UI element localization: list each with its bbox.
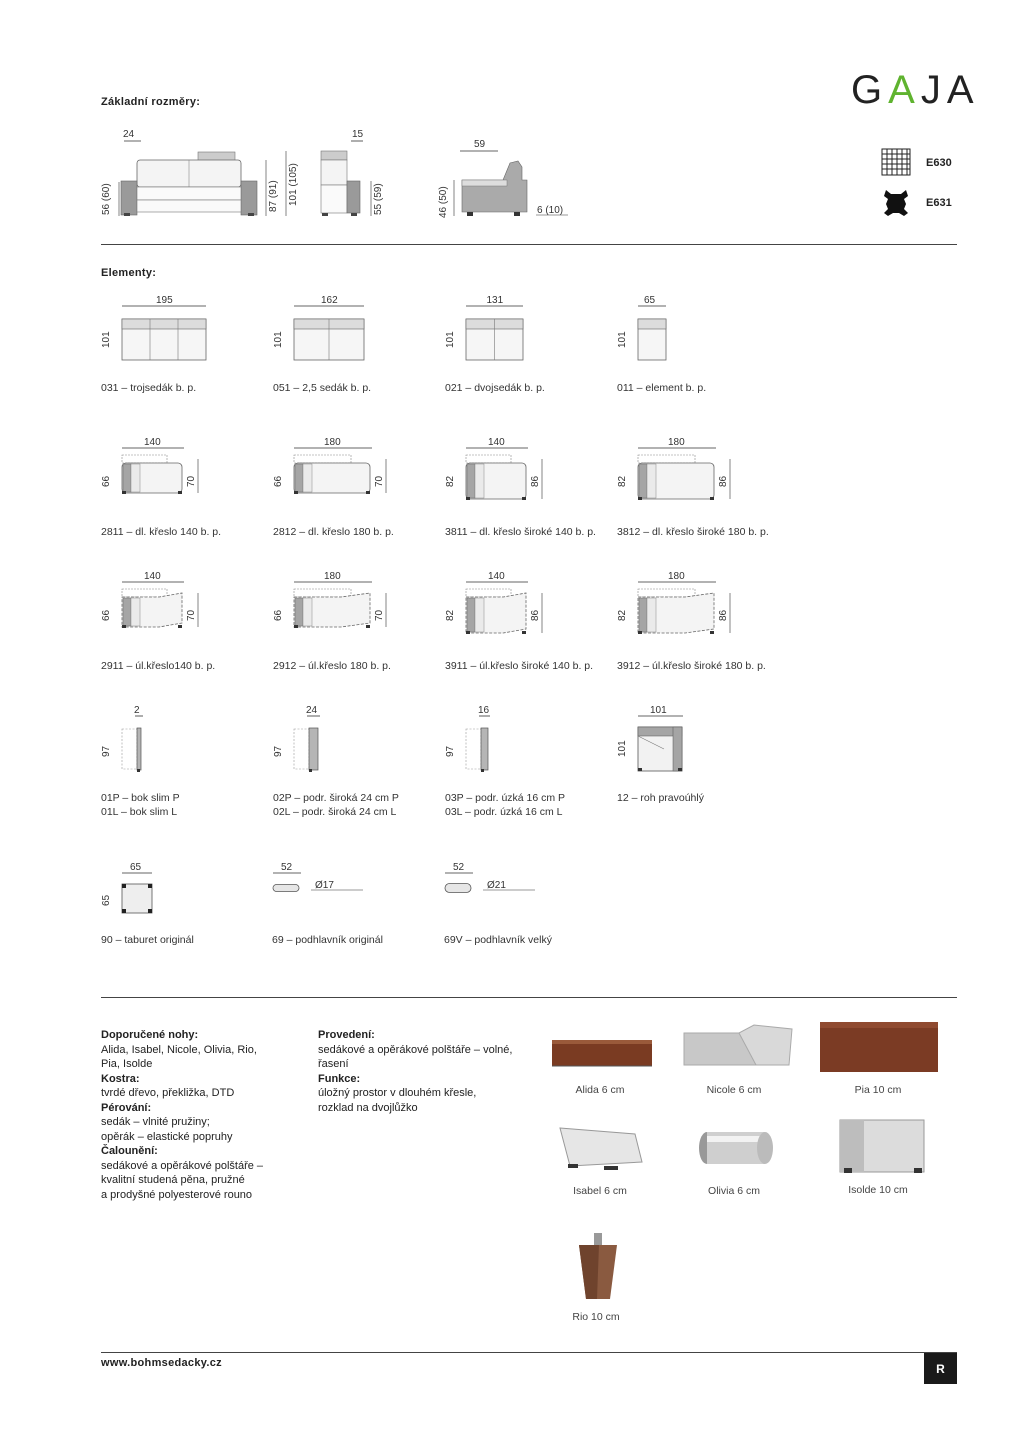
element-row5-diameter-1: Ø17 — [315, 880, 334, 891]
leg-rio-image — [577, 1233, 619, 1301]
spec-title: Provedení: — [318, 1029, 375, 1041]
basic-dimensions-heading: Základní rozměry: — [101, 96, 201, 108]
spec-text: a prodyšné polyesterové rouno — [101, 1188, 253, 1201]
element-row3-height-right-0: 70 — [186, 609, 197, 621]
leg-alida-image — [552, 1030, 652, 1070]
spec-text: Pia, Isolde — [101, 1058, 153, 1070]
element-row4-width-0: 2 — [134, 705, 140, 716]
brand-letter-a: A — [888, 68, 921, 112]
spec-text: Alida, Isabel, Nicole, Olivia, Rio, — [101, 1043, 257, 1056]
element-row1-caption-2: 021 – dvojsedák b. p. — [445, 382, 545, 394]
section-divider-bottom — [101, 997, 957, 998]
footer-url[interactable]: www.bohmsedacky.cz — [101, 1357, 222, 1369]
leg-isolde-image — [840, 1120, 928, 1175]
element-row5-width-0: 65 — [130, 862, 142, 873]
leg-isabel-image — [560, 1128, 645, 1172]
spec-text: sedák – vlnité pružiny; — [101, 1116, 210, 1128]
element-row4-height-2: 97 — [445, 745, 456, 757]
element-row4-width-1: 24 — [306, 705, 318, 716]
element-row2-height-right-2: 86 — [530, 475, 541, 487]
dim-sofa-height-right: 87 (91) — [268, 180, 279, 212]
element-row4-caption1-1: 02P – podr. široká 24 cm P — [273, 792, 399, 804]
element-row5-drawing-0 — [101, 862, 191, 922]
footer-divider — [101, 1352, 957, 1353]
fabric-icon — [880, 147, 912, 177]
element-row4-caption2-0: 01L – bok slim L — [101, 806, 178, 818]
element-row5-diameter-2: Ø21 — [487, 880, 506, 891]
element-row2-caption-3: 3812 – dl. křeslo široké 180 b. p. — [617, 526, 769, 538]
spec-text: úložný prostor v dlouhém křesle, — [318, 1087, 477, 1099]
element-row3-caption-3: 3912 – úl.křeslo široké 180 b. p. — [617, 660, 766, 672]
specs-column-2 — [318, 1028, 538, 1115]
dim-recliner-height: 46 (50) — [438, 186, 449, 218]
leg-olivia-caption: Olivia 6 cm — [708, 1185, 760, 1197]
element-row3-width-3: 180 — [668, 571, 685, 582]
element-row4-height-0: 97 — [101, 745, 112, 757]
element-row4-drawing-0 — [101, 705, 181, 775]
sofa-side-drawing — [315, 125, 375, 225]
material-code-fabric: E630 — [926, 157, 952, 169]
element-row4-caption2-1: 02L – podr. široká 24 cm L — [273, 806, 397, 818]
spec-text: tvrdé dřevo, překližka, DTD — [101, 1087, 235, 1099]
element-row1-height-2: 101 — [445, 331, 456, 348]
element-row3-caption-1: 2912 – úl.křeslo 180 b. p. — [273, 660, 391, 672]
element-row1-width-3: 65 — [644, 295, 656, 306]
element-row3-width-2: 140 — [488, 571, 505, 582]
leg-olivia-image — [697, 1130, 777, 1166]
element-row4-caption1-3: 12 – roh pravoúhlý — [617, 792, 704, 804]
element-row2-caption-1: 2812 – dl. křeslo 180 b. p. — [273, 526, 394, 538]
element-row3-width-0: 140 — [144, 571, 161, 582]
leg-pia-image — [820, 1022, 938, 1074]
element-row2-width-3: 180 — [668, 437, 685, 448]
dim-side-top: 15 — [352, 129, 364, 140]
element-row4-height-3: 101 — [617, 740, 628, 757]
element-row1-caption-1: 051 – 2,5 sedák b. p. — [273, 382, 372, 394]
element-row4-caption2-2: 03L – podr. úzká 16 cm L — [445, 806, 563, 818]
element-row1-caption-3: 011 – element b. p. — [617, 382, 707, 394]
element-row2-width-1: 180 — [324, 437, 341, 448]
spec-text: kvalitní studená pěna, pružné — [101, 1174, 245, 1186]
element-row2-caption-0: 2811 – dl. křeslo 140 b. p. — [101, 526, 222, 538]
element-row1-width-1: 162 — [321, 295, 338, 306]
dim-sofa-depth-top: 24 — [123, 129, 135, 140]
element-row3-width-1: 180 — [324, 571, 341, 582]
leg-rio-caption: Rio 10 cm — [572, 1311, 620, 1323]
element-row1-height-3: 101 — [617, 331, 628, 348]
spec-text: rozklad na dvojlůžko — [318, 1101, 418, 1114]
specs-column-1 — [101, 1028, 301, 1202]
brand-logo — [851, 68, 980, 113]
page-badge: R — [924, 1353, 957, 1384]
dim-recliner-leg: 6 (10) — [537, 205, 564, 216]
element-row2-height-left-1: 66 — [273, 475, 284, 487]
leg-isolde-caption: Isolde 10 cm — [848, 1184, 908, 1196]
section-divider-top — [101, 244, 957, 245]
element-row1-height-1: 101 — [273, 331, 284, 348]
element-row5-caption-1: 69 – podhlavník originál — [272, 934, 383, 946]
leg-nicole-caption: Nicole 6 cm — [706, 1084, 762, 1096]
spec-text: řasení — [318, 1058, 349, 1070]
element-row3-caption-2: 3911 – úl.křeslo široké 140 b. p. — [445, 660, 594, 672]
element-row3-height-left-0: 66 — [101, 609, 112, 621]
element-row3-height-right-1: 70 — [374, 609, 385, 621]
element-row3-height-right-2: 86 — [530, 609, 541, 621]
element-row4-caption1-0: 01P – bok slim P — [101, 792, 180, 804]
element-row2-height-left-3: 82 — [617, 475, 628, 487]
element-row1-height-0: 101 — [101, 331, 112, 348]
spec-title: Doporučené nohy: — [101, 1029, 199, 1041]
dim-recliner-top: 59 — [474, 139, 486, 150]
element-row2-caption-2: 3811 – dl. křeslo široké 140 b. p. — [445, 526, 596, 538]
element-row5-caption-0: 90 – taburet originál — [101, 934, 194, 946]
element-row2-height-right-0: 70 — [186, 475, 197, 487]
dim-side-total: 101 (105) — [288, 163, 299, 206]
element-row3-height-left-3: 82 — [617, 609, 628, 621]
spec-text: sedákové a opěrákové polštáře – — [101, 1159, 264, 1172]
brand-letters-ja: JA — [920, 68, 980, 112]
element-row5-caption-2: 69V – podhlavník velký — [444, 934, 552, 946]
element-row3-height-left-2: 82 — [445, 609, 456, 621]
spec-title: Kostra: — [101, 1072, 140, 1085]
leg-pia-caption: Pia 10 cm — [854, 1084, 902, 1096]
element-row2-height-left-2: 82 — [445, 475, 456, 487]
spec-title: Čalounění: — [101, 1145, 158, 1157]
element-row5-width-2: 52 — [453, 862, 465, 873]
element-row2-height-left-0: 66 — [101, 475, 112, 487]
element-row1-width-0: 195 — [156, 295, 173, 306]
dim-side-seat: 55 (59) — [373, 183, 384, 215]
element-row2-height-right-3: 86 — [718, 475, 729, 487]
elements-heading: Elementy: — [101, 267, 157, 279]
element-row4-caption1-2: 03P – podr. úzká 16 cm P — [445, 792, 566, 804]
brand-letter-g: G — [851, 68, 889, 112]
leg-isabel-caption: Isabel 6 cm — [573, 1185, 627, 1197]
element-row3-height-right-3: 86 — [718, 609, 729, 621]
dim-sofa-height-left: 56 (60) — [101, 183, 112, 215]
material-code-leather: E631 — [926, 197, 952, 209]
element-row1-caption-0: 031 – trojsedák b. p. — [101, 382, 197, 394]
leg-alida-caption: Alida 6 cm — [575, 1084, 625, 1096]
leather-icon — [880, 188, 912, 218]
element-row1-width-2: 131 — [486, 295, 504, 306]
spec-title: Funkce: — [318, 1072, 361, 1085]
leg-nicole-image — [684, 1025, 792, 1070]
spec-title: Pérování: — [101, 1101, 152, 1114]
element-row3-caption-0: 2911 – úl.křeslo140 b. p. — [101, 660, 216, 672]
element-row5-height-0: 65 — [101, 894, 112, 906]
element-row3-height-left-1: 66 — [273, 609, 284, 621]
spec-text: sedákové a opěrákové polštáře – volné, — [318, 1043, 513, 1056]
spec-text: opěrák – elastické popruhy — [101, 1130, 233, 1143]
element-row4-width-2: 16 — [478, 705, 490, 716]
element-row4-height-1: 97 — [273, 745, 284, 757]
element-row4-width-3: 101 — [650, 705, 667, 716]
element-row5-width-1: 52 — [281, 862, 293, 873]
element-row2-height-right-1: 70 — [374, 475, 385, 487]
element-row2-width-2: 140 — [488, 437, 505, 448]
element-row2-width-0: 140 — [144, 437, 161, 448]
